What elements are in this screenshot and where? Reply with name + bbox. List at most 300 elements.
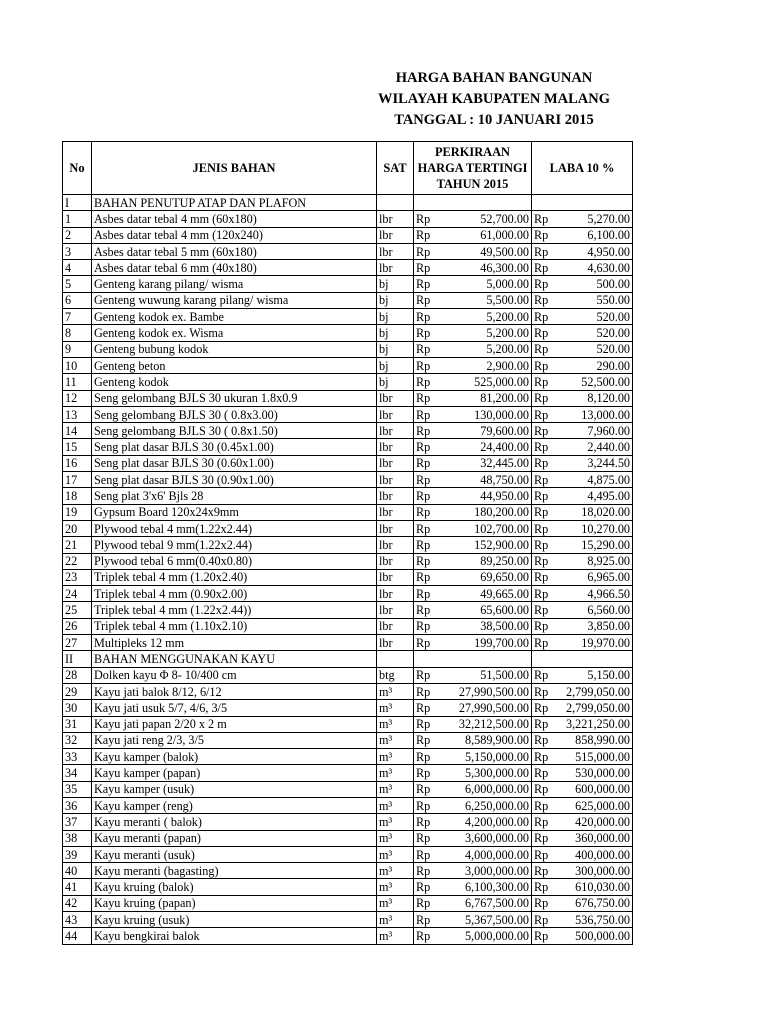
row-number: 42 [63,895,92,911]
price-value: 102,700.00 [440,520,532,536]
laba-currency: Rp [532,912,554,928]
laba-currency: Rp [532,830,554,846]
unit-cell: btg [377,667,414,683]
laba-value: 520.00 [554,325,633,341]
price-currency: Rp [414,227,440,243]
price-value: 81,200.00 [440,390,532,406]
material-name: Gypsum Board 120x24x9mm [92,504,377,520]
price-value: 5,367,500.00 [440,912,532,928]
price-value: 3,600,000.00 [440,830,532,846]
laba-currency: Rp [532,895,554,911]
laba-value: 18,020.00 [554,504,633,520]
table-row [63,765,633,781]
material-name: Seng plat dasar BJLS 30 (0.60x1.00) [92,455,377,471]
material-name: Kayu kruing (usuk) [92,912,377,928]
unit-cell: m³ [377,928,414,944]
laba-currency: Rp [532,292,554,308]
price-currency: Rp [414,276,440,292]
table-row [63,406,633,422]
material-name: Kayu kruing (papan) [92,895,377,911]
table-row [63,602,633,618]
unit-cell: m³ [377,765,414,781]
unit-cell: m³ [377,700,414,716]
row-number: 44 [63,928,92,944]
unit-cell: lbr [377,243,414,259]
table-row [63,309,633,325]
laba-value: 536,750.00 [554,912,633,928]
laba-value: 5,270.00 [554,211,633,227]
laba-value: 300,000.00 [554,863,633,879]
material-name: Genteng kodok [92,374,377,390]
price-value: 49,500.00 [440,243,532,259]
row-number: 3 [63,243,92,259]
row-number: 41 [63,879,92,895]
laba-value: 7,960.00 [554,423,633,439]
laba-currency: Rp [532,374,554,390]
row-number: 30 [63,700,92,716]
laba-value: 5,150.00 [554,667,633,683]
laba-currency: Rp [532,846,554,862]
row-number: 14 [63,423,92,439]
price-currency: Rp [414,879,440,895]
price-value: 69,650.00 [440,569,532,585]
material-name: Genteng kodok ex. Wisma [92,325,377,341]
laba-currency: Rp [532,227,554,243]
empty-cell [532,651,633,667]
row-number: 22 [63,553,92,569]
row-number: 9 [63,341,92,357]
unit-cell: lbr [377,455,414,471]
price-value: 5,200.00 [440,341,532,357]
laba-value: 550.00 [554,292,633,308]
header-no: No [63,142,92,195]
empty-cell [532,195,633,211]
laba-currency: Rp [532,569,554,585]
unit-cell: lbr [377,406,414,422]
laba-value: 4,875.00 [554,472,633,488]
laba-currency: Rp [532,635,554,651]
price-value: 89,250.00 [440,553,532,569]
price-currency: Rp [414,439,440,455]
laba-value: 515,000.00 [554,749,633,765]
material-name: Kayu kruing (balok) [92,879,377,895]
material-name: Plywood tebal 9 mm(1.22x2.44) [92,537,377,553]
laba-value: 13,000.00 [554,406,633,422]
empty-cell [377,195,414,211]
row-number: 25 [63,602,92,618]
laba-currency: Rp [532,863,554,879]
price-currency: Rp [414,797,440,813]
unit-cell: lbr [377,390,414,406]
section-row [63,195,633,211]
unit-cell: m³ [377,749,414,765]
laba-currency: Rp [532,586,554,602]
price-currency: Rp [414,765,440,781]
material-name: Asbes datar tebal 5 mm (60x180) [92,243,377,259]
material-name: Triplek tebal 4 mm (0.90x2.00) [92,586,377,602]
price-value: 49,665.00 [440,586,532,602]
table-row [63,732,633,748]
laba-currency: Rp [532,602,554,618]
price-currency: Rp [414,488,440,504]
price-currency: Rp [414,732,440,748]
table-row [63,635,633,651]
row-number: 43 [63,912,92,928]
price-currency: Rp [414,537,440,553]
unit-cell: bj [377,292,414,308]
price-value: 5,000,000.00 [440,928,532,944]
laba-value: 2,799,050.00 [554,683,633,699]
unit-cell: lbr [377,635,414,651]
price-currency: Rp [414,325,440,341]
laba-value: 2,440.00 [554,439,633,455]
row-number: 26 [63,618,92,634]
price-value: 24,400.00 [440,439,532,455]
table-row [63,227,633,243]
laba-value: 290.00 [554,357,633,373]
material-name: Kayu meranti (papan) [92,830,377,846]
table-body [63,195,633,945]
price-currency: Rp [414,374,440,390]
price-currency: Rp [414,928,440,944]
row-number: 6 [63,292,92,308]
row-number: 15 [63,439,92,455]
laba-value: 3,221,250.00 [554,716,633,732]
price-value: 27,990,500.00 [440,700,532,716]
laba-currency: Rp [532,683,554,699]
price-currency: Rp [414,635,440,651]
price-value: 52,700.00 [440,211,532,227]
unit-cell: m³ [377,683,414,699]
price-currency: Rp [414,260,440,276]
laba-value: 19,970.00 [554,635,633,651]
laba-currency: Rp [532,537,554,553]
price-value: 3,000,000.00 [440,863,532,879]
laba-value: 858,990.00 [554,732,633,748]
unit-cell: lbr [377,586,414,602]
row-number: 2 [63,227,92,243]
laba-value: 530,000.00 [554,765,633,781]
price-value: 199,700.00 [440,635,532,651]
laba-currency: Rp [532,765,554,781]
table-row [63,374,633,390]
unit-cell: m³ [377,879,414,895]
laba-value: 4,966.50 [554,586,633,602]
laba-value: 6,965.00 [554,569,633,585]
laba-currency: Rp [532,357,554,373]
row-number: 39 [63,846,92,862]
row-number: 12 [63,390,92,406]
table-row [63,423,633,439]
laba-currency: Rp [532,488,554,504]
table-row [63,276,633,292]
laba-value: 420,000.00 [554,814,633,830]
laba-currency: Rp [532,276,554,292]
price-currency: Rp [414,357,440,373]
price-currency: Rp [414,504,440,520]
price-currency: Rp [414,423,440,439]
laba-value: 2,799,050.00 [554,700,633,716]
row-number: 7 [63,309,92,325]
laba-currency: Rp [532,504,554,520]
unit-cell: m³ [377,912,414,928]
row-number: 40 [63,863,92,879]
laba-currency: Rp [532,797,554,813]
unit-cell: lbr [377,472,414,488]
laba-currency: Rp [532,390,554,406]
material-name: Seng plat dasar BJLS 30 (0.45x1.00) [92,439,377,455]
title-line-3: TANGGAL : 10 JANUARI 2015 [394,112,594,128]
material-name: Seng plat 3'x6' Bjls 28 [92,488,377,504]
material-name: Kayu meranti (usuk) [92,846,377,862]
row-number: 1 [63,211,92,227]
row-number: 35 [63,781,92,797]
price-value: 5,200.00 [440,309,532,325]
table-row [63,455,633,471]
laba-currency: Rp [532,618,554,634]
laba-value: 52,500.00 [554,374,633,390]
row-number: 16 [63,455,92,471]
row-number: 11 [63,374,92,390]
price-currency: Rp [414,814,440,830]
table-row [63,797,633,813]
price-value: 48,750.00 [440,472,532,488]
laba-currency: Rp [532,879,554,895]
price-value: 6,000,000.00 [440,781,532,797]
laba-currency: Rp [532,325,554,341]
laba-value: 400,000.00 [554,846,633,862]
unit-cell: m³ [377,716,414,732]
table-row [63,895,633,911]
table-row [63,292,633,308]
material-name: Seng gelombang BJLS 30 ukuran 1.8x0.9 [92,390,377,406]
price-currency: Rp [414,569,440,585]
laba-currency: Rp [532,406,554,422]
row-number: 23 [63,569,92,585]
unit-cell: lbr [377,211,414,227]
unit-cell: lbr [377,553,414,569]
unit-cell: bj [377,357,414,373]
laba-currency: Rp [532,667,554,683]
laba-value: 6,560.00 [554,602,633,618]
table-row [63,830,633,846]
price-currency: Rp [414,520,440,536]
material-name: Kayu jati balok 8/12, 6/12 [92,683,377,699]
material-name: Genteng beton [92,357,377,373]
row-number: 32 [63,732,92,748]
price-value: 32,212,500.00 [440,716,532,732]
price-currency: Rp [414,472,440,488]
price-value: 152,900.00 [440,537,532,553]
table-row [63,211,633,227]
row-number: 21 [63,537,92,553]
table-row [63,667,633,683]
price-value: 27,990,500.00 [440,683,532,699]
laba-currency: Rp [532,341,554,357]
material-name: Kayu jati reng 2/3, 3/5 [92,732,377,748]
unit-cell: m³ [377,814,414,830]
section-title: BAHAN MENGGUNAKAN KAYU [92,651,377,667]
laba-currency: Rp [532,700,554,716]
price-value: 44,950.00 [440,488,532,504]
material-name: Kayu kamper (balok) [92,749,377,765]
unit-cell: m³ [377,732,414,748]
material-name: Plywood tebal 4 mm(1.22x2.44) [92,520,377,536]
price-currency: Rp [414,683,440,699]
unit-cell: lbr [377,488,414,504]
material-name: Kayu kamper (papan) [92,765,377,781]
table-row [63,357,633,373]
material-name: Genteng wuwung karang pilang/ wisma [92,292,377,308]
header-sat: SAT [377,142,414,195]
row-number: 34 [63,765,92,781]
price-currency: Rp [414,292,440,308]
material-name: Triplek tebal 4 mm (1.10x2.10) [92,618,377,634]
laba-currency: Rp [532,520,554,536]
price-currency: Rp [414,243,440,259]
laba-value: 610,030.00 [554,879,633,895]
table-row [63,569,633,585]
material-name: Genteng bubung kodok [92,341,377,357]
laba-currency: Rp [532,243,554,259]
price-currency: Rp [414,846,440,862]
laba-value: 3,244.50 [554,455,633,471]
laba-currency: Rp [532,781,554,797]
section-title: BAHAN PENUTUP ATAP DAN PLAFON [92,195,377,211]
material-name: Kayu kamper (reng) [92,797,377,813]
empty-cell [414,651,532,667]
price-currency: Rp [414,455,440,471]
laba-currency: Rp [532,716,554,732]
price-value: 5,500.00 [440,292,532,308]
row-number: 8 [63,325,92,341]
material-name: Plywood tebal 6 mm(0.40x0.80) [92,553,377,569]
table-row [63,618,633,634]
table-row [63,260,633,276]
material-name: Kayu jati papan 2/20 x 2 m [92,716,377,732]
material-name: Kayu bengkirai balok [92,928,377,944]
material-name: Seng plat dasar BJLS 30 (0.90x1.00) [92,472,377,488]
material-name: Triplek tebal 4 mm (1.20x2.40) [92,569,377,585]
unit-cell: lbr [377,537,414,553]
price-currency: Rp [414,700,440,716]
document-title [300,68,688,131]
price-currency: Rp [414,406,440,422]
laba-value: 676,750.00 [554,895,633,911]
unit-cell: bj [377,276,414,292]
header-jenis-bahan: JENIS BAHAN [92,142,377,195]
unit-cell: lbr [377,602,414,618]
row-number: 24 [63,586,92,602]
table-row [63,243,633,259]
laba-value: 520.00 [554,341,633,357]
table-row [63,700,633,716]
laba-value: 6,100.00 [554,227,633,243]
price-currency: Rp [414,618,440,634]
laba-value: 8,925.00 [554,553,633,569]
price-currency: Rp [414,863,440,879]
laba-value: 520.00 [554,309,633,325]
unit-cell: lbr [377,504,414,520]
unit-cell: lbr [377,520,414,536]
title-line-1: HARGA BAHAN BANGUNAN [395,70,593,86]
price-table [62,141,633,945]
price-value: 46,300.00 [440,260,532,276]
price-value: 6,100,300.00 [440,879,532,895]
section-number: II [63,651,92,667]
laba-currency: Rp [532,309,554,325]
table-row [63,716,633,732]
material-name: Asbes datar tebal 4 mm (60x180) [92,211,377,227]
unit-cell: bj [377,325,414,341]
row-number: 19 [63,504,92,520]
laba-value: 625,000.00 [554,797,633,813]
unit-cell: m³ [377,895,414,911]
material-name: Kayu meranti (bagasting) [92,863,377,879]
laba-value: 4,630.00 [554,260,633,276]
row-number: 10 [63,357,92,373]
price-value: 5,300,000.00 [440,765,532,781]
unit-cell: m³ [377,781,414,797]
table-row [63,863,633,879]
price-value: 8,589,900.00 [440,732,532,748]
laba-currency: Rp [532,749,554,765]
section-number: I [63,195,92,211]
unit-cell: m³ [377,797,414,813]
laba-currency: Rp [532,814,554,830]
laba-currency: Rp [532,439,554,455]
laba-value: 500,000.00 [554,928,633,944]
price-value: 180,200.00 [440,504,532,520]
material-name: Asbes datar tebal 4 mm (120x240) [92,227,377,243]
material-name: Multipleks 12 mm [92,635,377,651]
table-row [63,390,633,406]
row-number: 36 [63,797,92,813]
unit-cell: m³ [377,846,414,862]
table-row [63,781,633,797]
price-currency: Rp [414,781,440,797]
price-currency: Rp [414,586,440,602]
unit-cell: bj [377,309,414,325]
laba-value: 3,850.00 [554,618,633,634]
row-number: 28 [63,667,92,683]
laba-currency: Rp [532,260,554,276]
row-number: 37 [63,814,92,830]
price-value: 5,150,000.00 [440,749,532,765]
table-row [63,928,633,944]
material-name: Kayu jati usuk 5/7, 4/6, 3/5 [92,700,377,716]
material-name: Seng gelombang BJLS 30 ( 0.8x3.00) [92,406,377,422]
row-number: 20 [63,520,92,536]
table-row [63,912,633,928]
price-value: 79,600.00 [440,423,532,439]
header-harga: PERKIRAAN HARGA TERTINGI TAHUN 2015 [414,142,532,195]
material-name: Seng gelombang BJLS 30 ( 0.8x1.50) [92,423,377,439]
price-value: 6,767,500.00 [440,895,532,911]
row-number: 38 [63,830,92,846]
empty-cell [377,651,414,667]
row-number: 17 [63,472,92,488]
price-currency: Rp [414,390,440,406]
laba-value: 4,495.00 [554,488,633,504]
price-value: 6,250,000.00 [440,797,532,813]
laba-value: 4,950.00 [554,243,633,259]
section-row [63,651,633,667]
price-value: 4,200,000.00 [440,814,532,830]
price-value: 525,000.00 [440,374,532,390]
material-name: Genteng kodok ex. Bambe [92,309,377,325]
row-number: 29 [63,683,92,699]
